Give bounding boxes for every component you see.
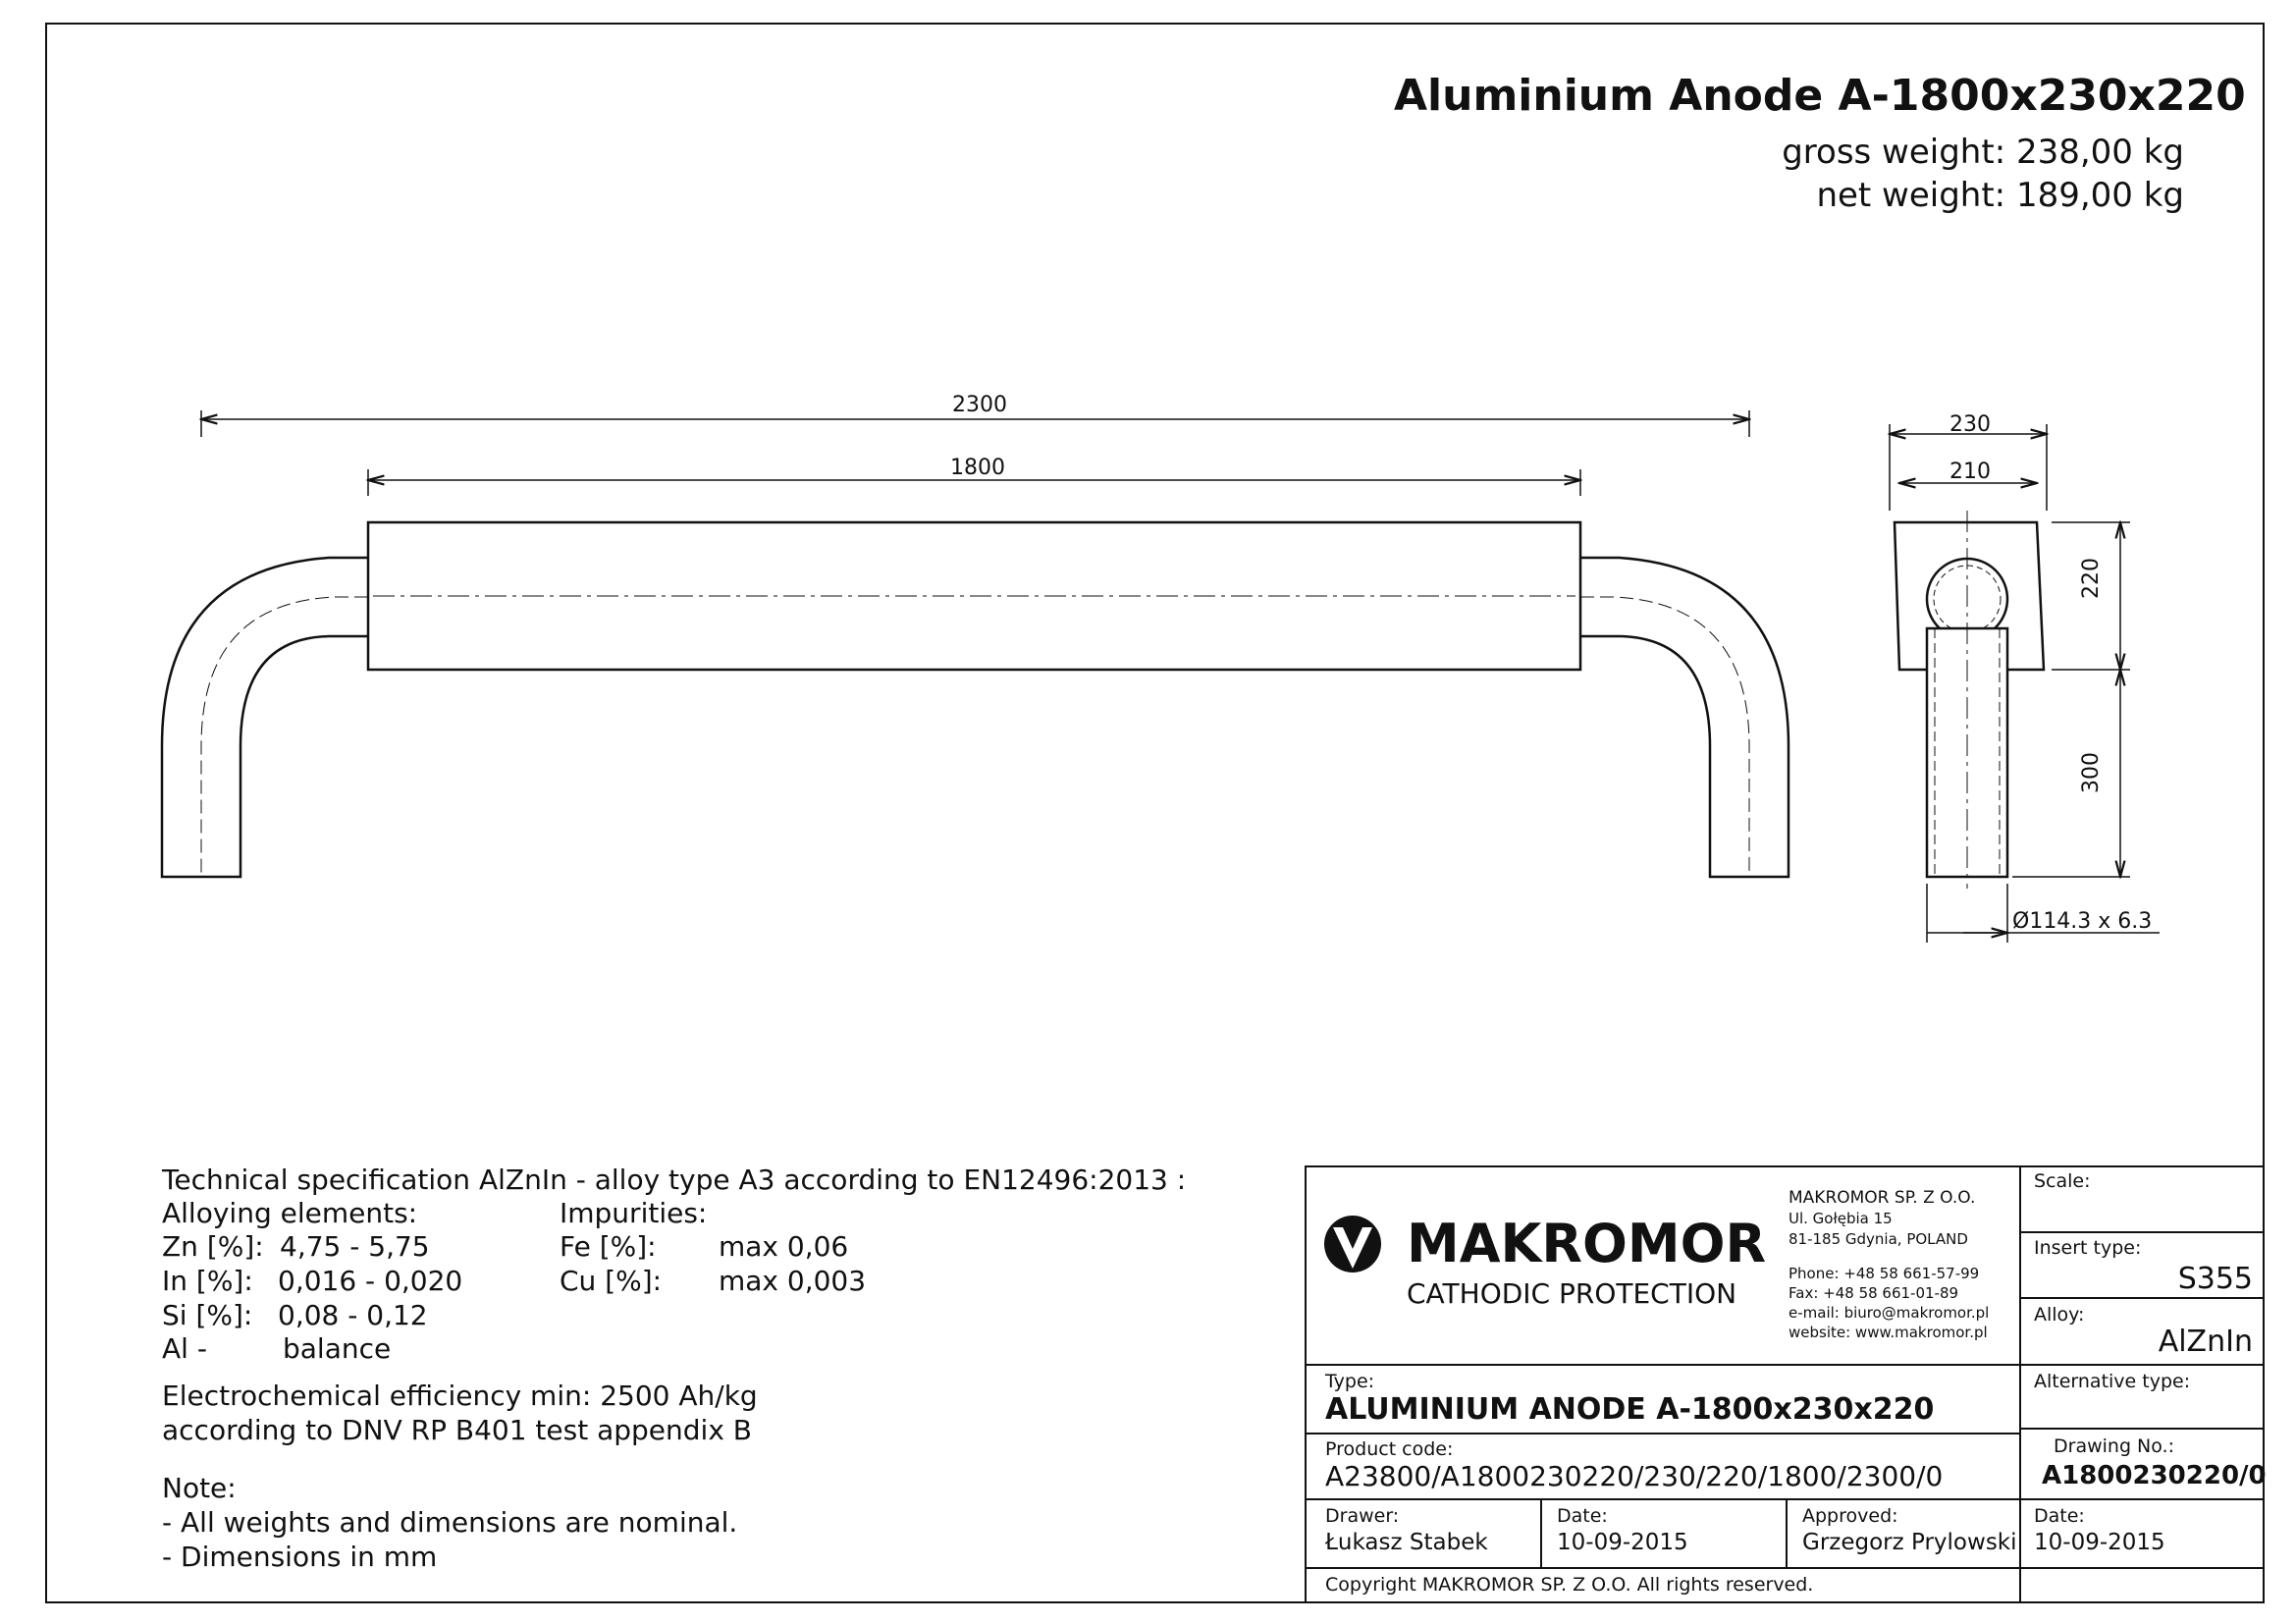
spec-heading: Technical specification AlZnIn - alloy type A3 according to EN12496:2013 : (162, 1164, 1187, 1196)
drawer-label: Drawer: (1325, 1505, 1400, 1527)
product-code-value: A23800/A1800230220/230/220/1800/2300/0 (1325, 1460, 1944, 1492)
company-website: website: www.makromor.pl (1789, 1324, 1988, 1341)
drawing-title: Aluminium Anode A-1800x230x220 (1394, 71, 2246, 121)
efficiency-line1: Electrochemical efficiency min: 2500 Ah/kg (162, 1380, 758, 1412)
approved-label: Approved: (1802, 1505, 1898, 1527)
insert-type-label: Insert type: (2034, 1237, 2142, 1259)
approved-value: Grzegorz Prylowski (1802, 1530, 2017, 1555)
company-street: Ul. Gołębia 15 (1789, 1210, 1893, 1227)
type-label: Type: (1325, 1371, 1375, 1392)
alloying-heading: Alloying elements: (162, 1197, 418, 1229)
note-heading: Note: (162, 1472, 237, 1504)
insert-type-value: S355 (2177, 1262, 2253, 1296)
fe-label: Fe [%]: (560, 1230, 657, 1263)
si-label: Si [%]: (162, 1299, 253, 1331)
alloy-label: Alloy: (2034, 1304, 2085, 1326)
date2-label: Date: (2034, 1505, 2085, 1527)
end-view (1895, 511, 2044, 889)
drawing-no-label: Drawing No.: (2054, 1435, 2174, 1457)
si-value: 0,08 - 0,12 (278, 1299, 428, 1331)
dim-leg-height: 300 (2079, 752, 2104, 793)
dim-pipe: Ø114.3 x 6.3 (2012, 909, 2153, 934)
net-weight: net weight: 189,00 kg (1816, 176, 2184, 215)
efficiency-line2: according to DNV RP B401 test appendix B (162, 1414, 753, 1446)
copyright: Copyright MAKROMOR SP. Z O.O. All rights reserved. (1325, 1574, 1814, 1596)
company-name: MAKROMOR SP. Z O.O. (1789, 1188, 1976, 1208)
dim-width-outer: 230 (1949, 412, 1991, 437)
note-line1: - All weights and dimensions are nominal. (162, 1506, 738, 1539)
dim-overall-length: 2300 (952, 393, 1007, 417)
logo-subtitle: CATHODIC PROTECTION (1407, 1277, 1737, 1310)
al-value: balance (283, 1332, 392, 1365)
in-label: In [%]: (162, 1265, 253, 1297)
dim-body-length: 1800 (950, 456, 1005, 480)
company-phone: Phone: +48 58 661-57-99 (1789, 1265, 1980, 1282)
gross-weight: gross weight: 238,00 kg (1782, 133, 2184, 172)
fe-value: max 0,06 (719, 1230, 849, 1263)
drawer-value: Łukasz Stabek (1325, 1530, 1488, 1555)
in-value: 0,016 - 0,020 (278, 1265, 463, 1297)
right-leg-outer (1580, 558, 1789, 877)
scale-label: Scale: (2034, 1170, 2091, 1192)
left-leg-outer (162, 558, 368, 877)
side-view (162, 522, 1789, 877)
impurities-heading: Impurities: (560, 1197, 708, 1229)
cu-value: max 0,003 (719, 1265, 867, 1297)
company-city: 81-185 Gdynia, POLAND (1789, 1230, 1968, 1248)
zn-value: 4,75 - 5,75 (280, 1230, 430, 1263)
company-email: e-mail: biuro@makromor.pl (1789, 1304, 1990, 1322)
company-fax: Fax: +48 58 661-01-89 (1789, 1284, 1959, 1302)
type-value: ALUMINIUM ANODE A-1800x230x220 (1325, 1392, 1935, 1427)
logo-name: MAKROMOR (1407, 1213, 1767, 1274)
alt-type-label: Alternative type: (2034, 1371, 2191, 1392)
al-label: Al - (162, 1332, 207, 1365)
product-code-label: Product code: (1325, 1438, 1454, 1460)
dim-height: 220 (2079, 558, 2104, 599)
dim-width-inner: 210 (1949, 460, 1991, 484)
date1-label: Date: (1557, 1505, 1608, 1527)
cu-label: Cu [%]: (560, 1265, 663, 1297)
date1-value: 10-09-2015 (1557, 1530, 1688, 1555)
zn-label: Zn [%]: (162, 1230, 264, 1263)
side-dimensions (201, 410, 1749, 496)
makromor-logo-icon (1324, 1216, 1381, 1272)
drawing-no-value: A1800230220/0 (2042, 1461, 2267, 1490)
date2-value: 10-09-2015 (2034, 1530, 2165, 1555)
note-line2: - Dimensions in mm (162, 1541, 438, 1573)
alloy-value: AlZnIn (2158, 1325, 2253, 1359)
